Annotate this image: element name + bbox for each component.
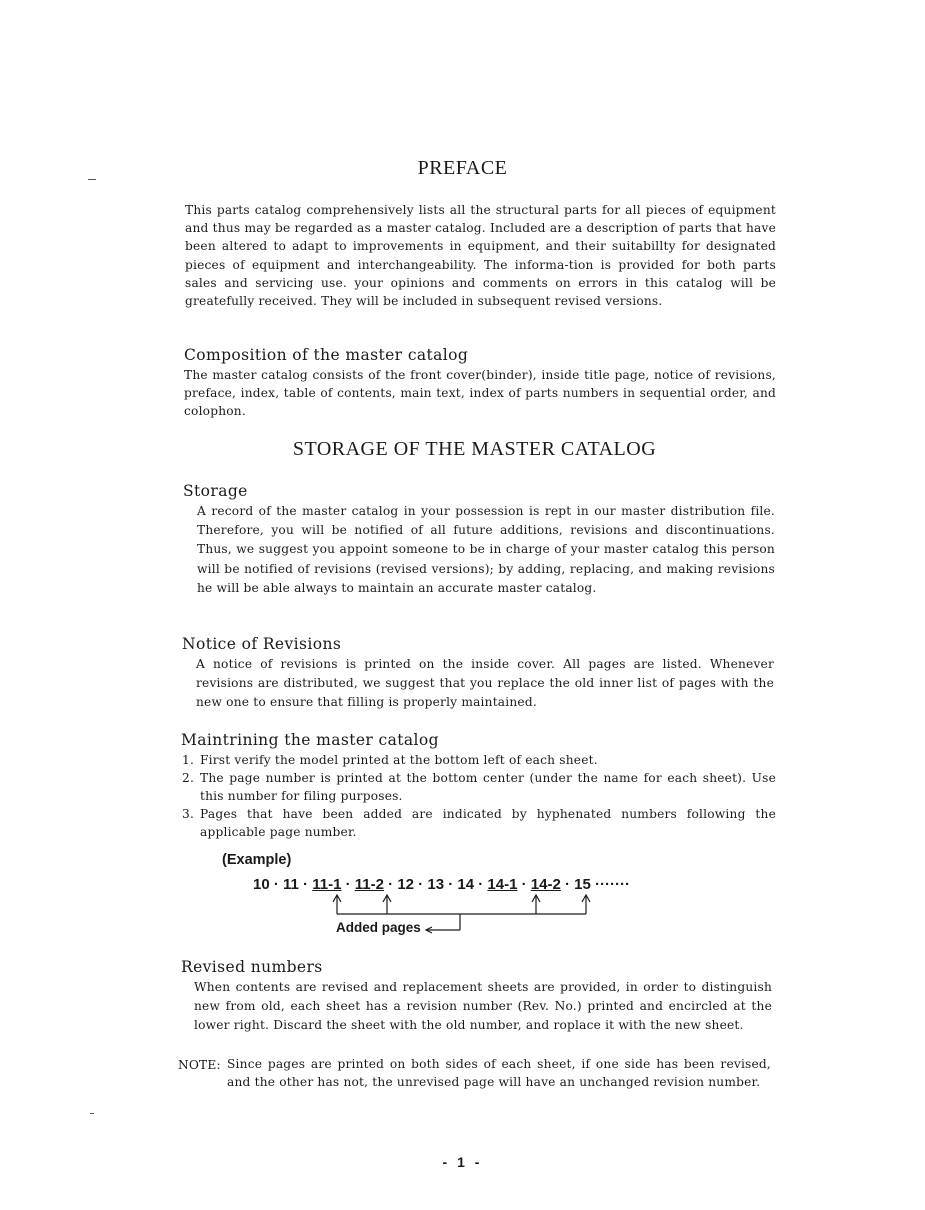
list-item-text: The page number is printed at the bottom center (under the name for each sheet). Use this number for filing purposes. <box>200 771 776 803</box>
separator: · <box>560 876 575 893</box>
scan-mark <box>90 1113 94 1114</box>
separator: · <box>444 876 458 893</box>
notice-body: A notice of revisions is printed on the inside cover. All pages are listed. Whenever revisions are distributed, we suggest that you replace the old inner list of pages with the new one to ensure that filling is properly maintained. <box>196 657 774 710</box>
separator: · <box>298 876 313 893</box>
list-item-text: First verify the model printed at the bottom left of each sheet. <box>200 753 598 767</box>
separator: · <box>517 876 531 893</box>
page-number-item: 15 <box>574 876 591 893</box>
separator: · <box>341 876 355 893</box>
added-page-number: 11-2 <box>354 876 384 893</box>
revised-body: When contents are revised and replacement sheets are provided, in order to distinguish new from old, each sheet has a revision number (Rev. No.) printed and encircled at the lower right. Discard the sheet with the old number, and roplace it with the new sheet. <box>194 980 772 1032</box>
list-item <box>182 769 776 805</box>
list-item <box>182 751 776 769</box>
separator: · <box>383 876 398 893</box>
added-pages-label: Added pages <box>336 920 421 935</box>
storage-title: STORAGE OF THE MASTER CATALOG <box>292 438 657 460</box>
added-page-number: 14-1 <box>487 876 518 893</box>
page-number-item: 13 <box>427 876 445 893</box>
separator: · <box>414 876 428 893</box>
added-page-number: 14-2 <box>530 876 561 893</box>
page-number: - 1 - <box>442 1154 483 1170</box>
example-sequence <box>253 876 630 893</box>
list-item-number: 2. <box>182 771 195 785</box>
composition-heading: Composition of the master catalog <box>184 346 469 364</box>
list-item-number: 1. <box>182 753 195 767</box>
maintaining-heading: Maintrining the master catalog <box>181 731 439 749</box>
added-page-number: 11-1 <box>312 876 342 893</box>
list-item-number: 3. <box>182 807 195 821</box>
composition-body: The master catalog consists of the front cover(binder), inside title page, notice of revisions, preface, index, table of contents, main text, index of parts numbers in sequential order, and colophon. <box>184 368 776 419</box>
separator: · <box>269 876 284 893</box>
maintaining-list <box>182 751 776 841</box>
preface-body: This parts catalog comprehensively lists all the structural parts for all pieces of equipment and thus may be regarded as a master catalog. Included are a description of parts that have been altered to adapt to improvements in equipment, and their suitabillty for designated pieces of equipment and interchangeability. The informa-tion is provided for both parts sales and servicing use. your opinions and comments on errors in this catalog will be greatefully received. They will be included in subsequent revised versions. <box>185 203 776 309</box>
page-number-item: 11 <box>283 876 299 893</box>
preface-title: PREFACE <box>417 157 508 179</box>
example-label: (Example) <box>222 852 292 868</box>
list-item <box>182 805 776 841</box>
list-item-text: Pages that have been added are indicated by hyphenated numbers following the applicable page number. <box>200 807 776 839</box>
separator: · <box>474 876 488 893</box>
page-number-item: 10 <box>253 876 270 893</box>
ellipsis: ······· <box>595 876 630 893</box>
page-number-item: 12 <box>397 876 415 893</box>
notice-heading: Notice of Revisions <box>182 635 342 653</box>
storage-heading: Storage <box>183 482 248 500</box>
storage-body: A record of the master catalog in your possession is rept in our master distribution file. Therefore, you will be notified of all future additions, revisions and discontinuations. Thus, we suggest you appoint someone to be in charge of your master catalog this person will be notified of revisions (revised versions); by adding, replacing, and making revisions he will be able always to maintain an accurate master catalog. <box>197 504 775 595</box>
page-number-item: 14 <box>457 876 475 893</box>
note-label: NOTE: <box>178 1058 221 1072</box>
note-body: Since pages are printed on both sides of each sheet, if one side has been revised, and the other has not, the unrevised page will have an unchanged revision number. <box>227 1057 771 1089</box>
revised-heading: Revised numbers <box>181 958 323 976</box>
